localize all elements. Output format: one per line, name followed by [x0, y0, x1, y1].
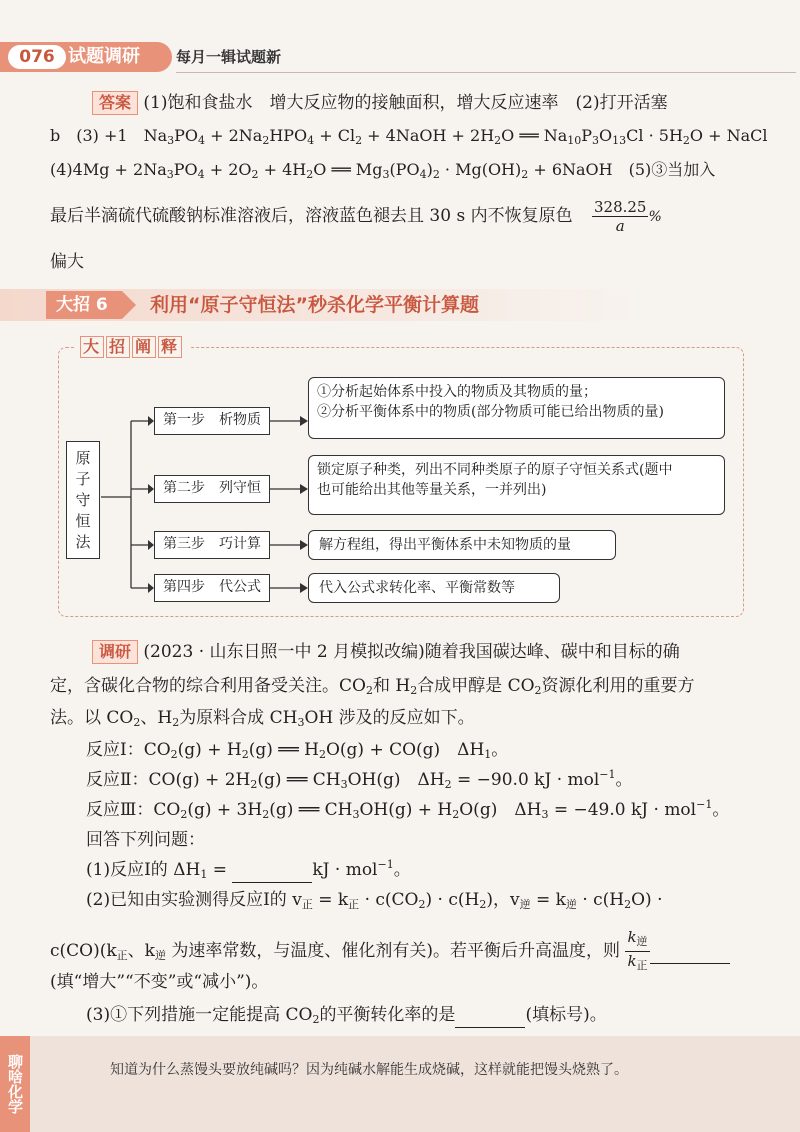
research-line-2: 定，含碳化合物的综合利用备受关注。$CO_2$和 $H_2$合成甲醇是 $CO_2$资源化利用的重要方	[50, 676, 695, 697]
research-line-3: 法。以 $CO_2$、$H_2$为原料合成 $CH_3OH$ 涉及的反应如下。	[50, 708, 475, 729]
answer-fraction: $\frac{328.25}{a}$	[593, 198, 647, 235]
step-2-desc: 锁定原子种类，列出不同种类原子的原子守恒关系式(题中 也可能给出其他等量关系，一并列出)	[308, 455, 725, 515]
reaction-2: 反应Ⅱ：$CO(g) + 2H_2(g)$ ══ $CH_3OH(g)$ $\Delta H_2 = -90.0$ kJ · mol$^{-1}$。	[86, 768, 633, 791]
answer-line-5: 偏大	[50, 252, 84, 272]
diagram-root: 原子守恒法	[66, 441, 100, 559]
answer-line-1: 答案 (1)饱和食盐水 增大反应物的接触面积，增大反应速率 (2)打开活塞	[92, 91, 668, 115]
step-1-label: 第一步 析物质	[154, 407, 270, 435]
answer-blank-1[interactable]	[232, 858, 312, 883]
footer-side-label: 聊啥化学	[0, 1036, 30, 1132]
footer-tip: 知道为什么蒸馒头要放纯碱吗？因为纯碱水解能生成烧碱，这样就能把馒头烧熟了。	[110, 1062, 628, 1078]
k-ratio-fraction: $\frac{k_逆}{k_正}$	[627, 928, 648, 972]
step-4-label: 第四步 代公式	[154, 574, 270, 602]
header-subtitle: 每月一辑试题新	[176, 48, 282, 66]
banner-title: 利用“原子守恒法”秒杀化学平衡计算题	[150, 294, 479, 316]
step-1-desc: ①分析起始体系中投入的物质及其物质的量； ②分析平衡体系中的物质(部分物质可能已给出物质的量)	[308, 377, 725, 439]
research-line-1: 调研 (2023 · 山东日照一中 2 月模拟改编)随着我国碳达峰、碳中和目标的确	[92, 640, 680, 664]
step-4-desc: 代入公式求转化率、平衡常数等	[308, 573, 560, 603]
question-intro: 回答下列问题：	[86, 830, 205, 850]
answer-line-4: 最后半滴硫代硫酸钠标准溶液后，溶液蓝色褪去且 30 s 内不恢复原色 $\frac{328.25}{a}$ %	[50, 198, 662, 235]
question-2-line-3: (填“增大”“不变”或“减小”)。	[50, 972, 269, 992]
research-badge: 调研	[92, 640, 138, 664]
banner-tag: 大招 6	[46, 291, 122, 319]
answer-line-2: b (3) +1 $Na_3PO_4 + 2Na_2HPO_4 + Cl_2$ + 4NaOH + $2H_2O$ ══ $Na_{10}P_3O_{13}Cl \cdot 5H_2O$ + NaCl	[50, 126, 768, 147]
footer-band	[0, 1036, 800, 1132]
question-2-line-1: (2)已知由实验测得反应Ⅰ的 $v_正 = k_正 \cdot c(CO_2) \cdot c(H_2)$，$v_逆 = k_逆 \cdot c(H_2O)$ ·	[86, 890, 663, 911]
page-number: 076	[8, 45, 66, 69]
answer-blank-2[interactable]	[650, 939, 730, 964]
question-3: (3)①下列措施一定能提高 $CO_2$的平衡转化率的是 (填标号)。	[86, 1005, 607, 1026]
step-3-label: 第三步 巧计算	[154, 531, 270, 559]
step-3-desc: 解方程组，得出平衡体系中未知物质的量	[308, 530, 616, 560]
answer-blank-3[interactable]	[455, 1003, 525, 1028]
section-tag: 试题调研	[68, 46, 140, 67]
question-2-line-2: $c(CO)(k_正$、$k_逆$ 为速率常数，与温度、催化剂有关)。若平衡后升高温度，则 $\frac{k_逆}{k_正}$	[50, 928, 730, 975]
diagram-title: 大 招 阐 释	[74, 336, 190, 358]
step-2-label: 第二步 列守恒	[154, 475, 270, 503]
reaction-3: 反应Ⅲ：$CO_2(g) + 3H_2(g)$ ══ $CH_3OH(g) + H_2O(g)$ $\Delta H_3 = -49.0$ kJ · mol$^{-1}$。	[86, 798, 730, 821]
answer-badge: 答案	[92, 91, 138, 115]
reaction-1: 反应Ⅰ：$CO_2(g) + H_2(g)$ ══ $H_2O(g) + CO(g)$ $\Delta H_1$。	[86, 740, 509, 761]
question-1: (1)反应Ⅰ的 $\Delta H_1$ = kJ · mol$^{-1}$。	[86, 858, 411, 881]
answer-line-3: $(4)4Mg + 2Na_3PO_4 + 2O_2 + 4H_2O$ ══ $Mg_3(PO_4)_2 \cdot Mg(OH)_2$ + 6NaOH (5)③当加入	[50, 160, 716, 181]
